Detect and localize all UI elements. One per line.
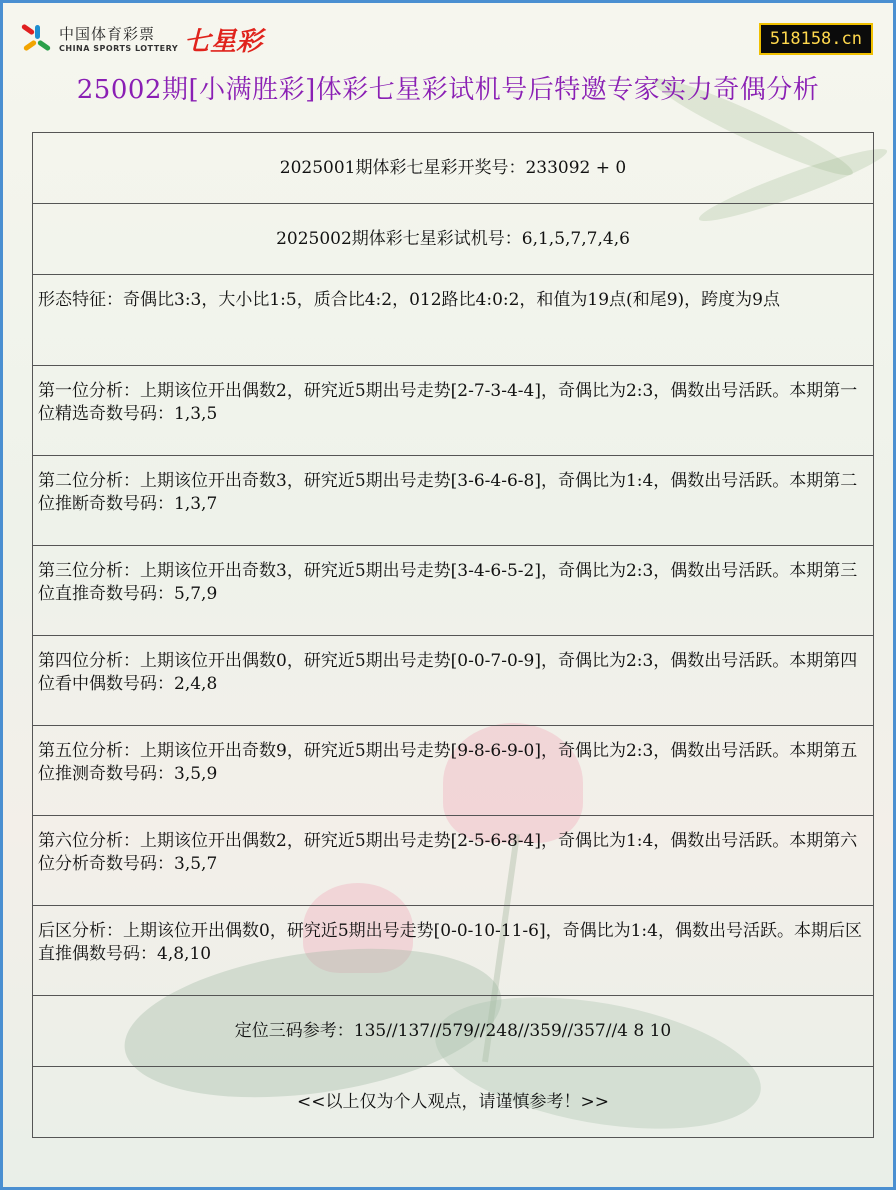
position-5-analysis: 第五位分析：上期该位开出奇数9，研究近5期出号走势[9-8-6-9-0]，奇偶比为2:3，偶数出号活跃。本期第五位推测奇数号码：3,5,9: [38, 741, 858, 784]
table-row: [33, 204, 873, 275]
table-row: [33, 366, 873, 456]
reference-codes: 定位三码参考：135//137//579//248//359//357//4 8 10: [234, 1020, 672, 1041]
logo-text: [59, 24, 179, 53]
position-3-analysis: 第三位分析：上期该位开出奇数3，研究近5期出号走势[3-4-6-5-2]，奇偶比为2:3，偶数出号活跃。本期第三位直推奇数号码：5,7,9: [38, 561, 858, 604]
logo-en: CHINA SPORTS LOTTERY: [59, 43, 179, 53]
test-number: 2025002期体彩七星彩试机号：6,1,5,7,7,4,6: [276, 228, 630, 249]
table-row: [33, 906, 873, 996]
logo-brand: 七星彩: [184, 27, 263, 57]
table-row: [33, 1067, 873, 1138]
position-6-analysis: 第六位分析：上期该位开出偶数2，研究近5期出号走势[2-5-6-8-4]，奇偶比为1:4，偶数出号活跃。本期第六位分析奇数号码：3,5,7: [38, 831, 858, 874]
table-row: [33, 456, 873, 546]
table-row: [33, 816, 873, 906]
page-title: 25002期[小满胜彩]体彩七星彩试机号后特邀专家实力奇偶分析: [76, 75, 820, 105]
table-row: [33, 133, 873, 204]
back-zone-analysis: 后区分析：上期该位开出偶数0，研究近5期出号走势[0-0-10-11-6]，奇偶比为1:4，偶数出号活跃。本期后区直推偶数号码：4,8,10: [38, 921, 862, 964]
pattern-features: 形态特征：奇偶比3:3，大小比1:5，质合比4:2，012路比4:0:2，和值为19点(和尾9)，跨度为9点: [38, 290, 780, 310]
logo-cn: 中国体育彩票: [59, 24, 156, 43]
analysis-table: [32, 132, 874, 1138]
position-1-analysis: 第一位分析：上期该位开出偶数2，研究近5期出号走势[2-7-3-4-4]，奇偶比为2:3，偶数出号活跃。本期第一位精选奇数号码：1,3,5: [38, 381, 858, 424]
table-row: [33, 636, 873, 726]
table-row: [33, 996, 873, 1067]
lottery-logo: [19, 21, 262, 58]
disclaimer: <<以上仅为个人观点，请谨慎参考！>>: [297, 1091, 609, 1112]
draw-result: 2025001期体彩七星彩开奖号：233092 + 0: [279, 157, 627, 178]
lottery-logo-icon: [19, 23, 53, 57]
table-row: [33, 726, 873, 816]
site-badge[interactable]: 518158.cn: [759, 23, 873, 55]
position-4-analysis: 第四位分析：上期该位开出偶数0，研究近5期出号走势[0-0-7-0-9]，奇偶比为2:3，偶数出号活跃。本期第四位看中偶数号码：2,4,8: [38, 651, 858, 694]
position-2-analysis: 第二位分析：上期该位开出奇数3，研究近5期出号走势[3-6-4-6-8]，奇偶比为1:4，偶数出号活跃。本期第二位推断奇数号码：1,3,7: [38, 471, 858, 514]
table-row: [33, 275, 873, 366]
header: [3, 3, 893, 63]
table-row: [33, 546, 873, 636]
